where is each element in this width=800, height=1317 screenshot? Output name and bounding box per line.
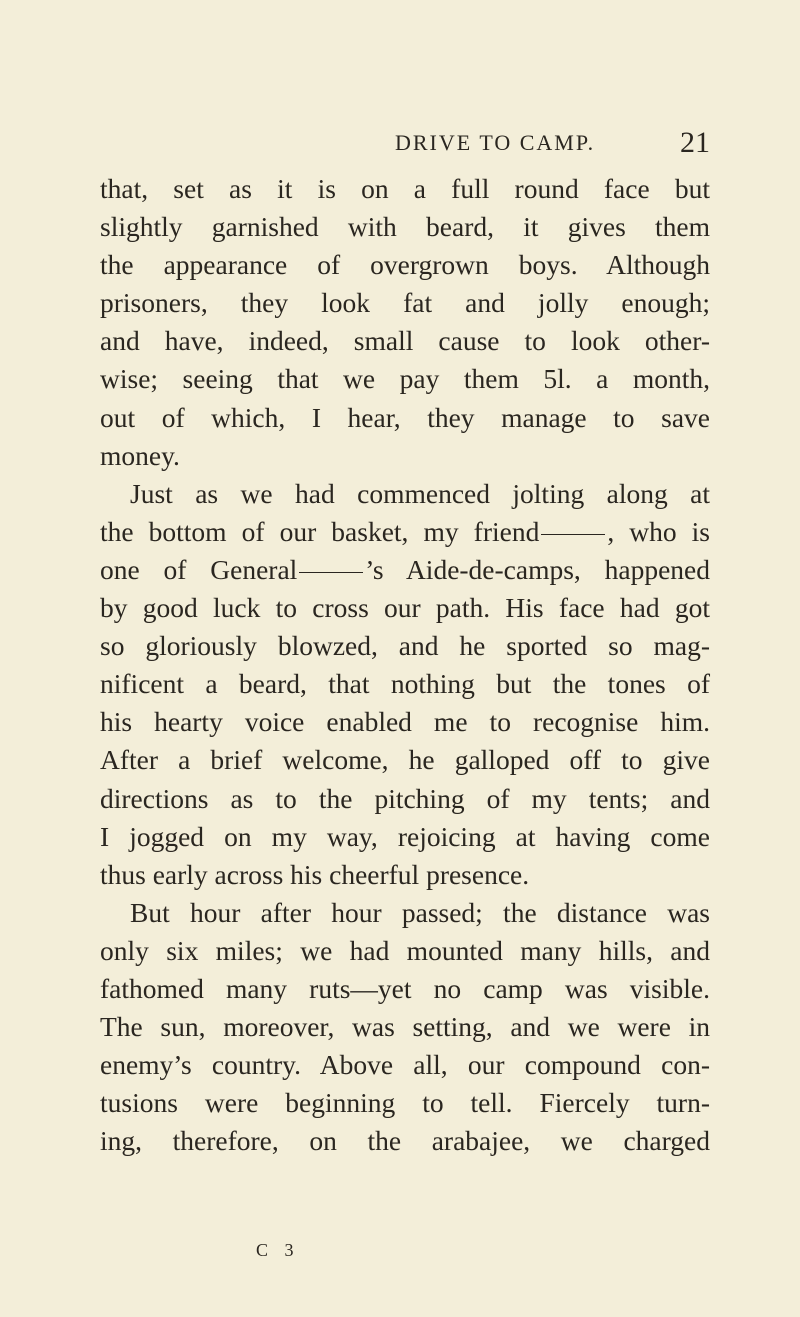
text-line: enemy’s country. Above all, our compound con- xyxy=(100,1049,710,1081)
text-line: nificent a beard, that nothing but the tones of xyxy=(100,668,710,700)
signature-mark: C 3 xyxy=(256,1240,300,1260)
text-fragment: ’s Aide-de-camps, happened xyxy=(365,553,710,585)
text-line: tusions were beginning to tell. Fiercely turn- xyxy=(100,1087,710,1119)
text-line: fathomed many ruts—yet no camp was visible. xyxy=(100,972,710,1004)
paragraph-start-line: Just as we had commenced jolting along at xyxy=(130,477,710,509)
text-fragment: , who is xyxy=(607,515,711,547)
text-line: prisoners, they look fat and jolly enough; xyxy=(100,287,710,319)
text-fragment: one of General xyxy=(100,553,298,585)
text-line: The sun, moreover, was setting, and we were in xyxy=(100,1011,710,1043)
text-line: money. xyxy=(100,439,180,471)
text-line: that, set as it is on a full round face but xyxy=(100,173,710,204)
running-head xyxy=(100,126,710,164)
text-line: After a brief welcome, he galloped off to give xyxy=(100,744,710,776)
text-line: so gloriously blowzed, and he sported so mag- xyxy=(100,630,710,662)
text-line: directions as to the pitching of my tents; and xyxy=(100,782,710,814)
paragraph-start-line: But hour after hour passed; the distance was xyxy=(130,896,710,928)
text-line: by good luck to cross our path. His face had got xyxy=(100,592,710,624)
elided-name-dash xyxy=(541,534,605,535)
text-line: his hearty voice enabled me to recognise him. xyxy=(100,706,710,738)
text-line: and have, indeed, small cause to look other- xyxy=(100,325,710,357)
text-line: out of which, I hear, they manage to save xyxy=(100,401,710,433)
text-line-with-dash xyxy=(100,513,710,551)
elided-name-dash xyxy=(299,572,363,573)
text-line: the appearance of overgrown boys. Although xyxy=(100,249,710,281)
text-line: I jogged on my way, rejoicing at having come xyxy=(100,820,710,852)
body-text xyxy=(100,170,710,1160)
text-line: wise; seeing that we pay them 5l. a month, xyxy=(100,363,710,395)
page-number: 21 xyxy=(680,126,710,159)
text-line-with-dash xyxy=(100,551,710,589)
text-line: ing, therefore, on the arabajee, we charged xyxy=(100,1125,710,1157)
running-title: DRIVE TO CAMP. xyxy=(395,130,596,155)
text-line: slightly garnished with beard, it gives them xyxy=(100,211,710,243)
text-line: only six miles; we had mounted many hills, and xyxy=(100,934,710,966)
text-fragment: the bottom of our basket, my friend xyxy=(100,515,540,547)
text-line: thus early across his cheerful presence. xyxy=(100,858,530,890)
